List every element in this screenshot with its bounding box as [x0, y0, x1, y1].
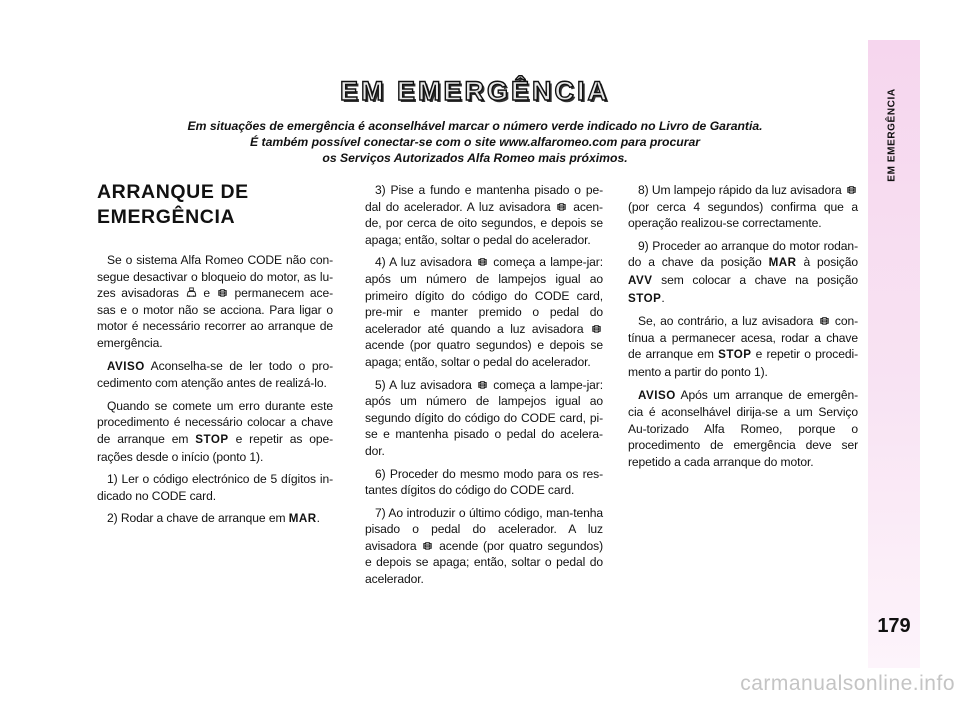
key-position-mar: MAR [288, 512, 317, 526]
key-position-stop: STOP [195, 432, 229, 446]
text-run: 3) Pise a fundo e mantenha pisado o pe-dal do acelerador. A luz avisadora [365, 183, 603, 214]
warning-label: AVISO [638, 388, 676, 402]
step-paragraph [365, 182, 603, 248]
page-subtitle [110, 118, 840, 166]
engine-warning-icon [846, 184, 857, 195]
engine-warning-icon [477, 256, 488, 267]
text-run: 7) Ao introduzir o último código, man-tenha pisado o pedal do acelerador. A luz avisadora [365, 505, 603, 553]
text-run: 2) Rodar a chave de arranque em [107, 511, 286, 526]
key-position-avv: AVV [628, 273, 653, 287]
text-run: Se, ao contrário, a luz avisadora [638, 314, 814, 329]
engine-warning-icon [591, 323, 602, 334]
text-run: Se o sistema Alfa Romeo CODE não con-segue desactivar o bloqueio do motor, as lu-zes avisadoras [97, 253, 333, 301]
text-column-1 [97, 180, 333, 534]
text-run: 4) A luz avisadora [375, 255, 472, 270]
text-run: começa a lampe-jar: após um número de lampejos igual ao primeiro dígito do código do CODE card, pre-mir e manter premido o pedal do acelerador até quando a luz avisadora [365, 255, 603, 336]
step-paragraph [97, 510, 333, 528]
text-run: 9) Proceder ao arranque do motor rodan-do a chave da posição [628, 238, 858, 270]
subtitle-line: os Serviços Autorizados Alfa Romeo mais próximos. [322, 151, 628, 165]
text-run: à posição [803, 255, 859, 270]
subtitle-line: Em situações de emergência é aconselhável marcar o número verde indicado no Livro de Garantia. [187, 119, 763, 133]
paragraph [628, 387, 858, 471]
text-run: . [316, 511, 320, 526]
paragraph [97, 358, 333, 392]
section-heading-line: ARRANQUE DE [97, 181, 249, 203]
text-run: Aconselha-se de ler todo o pro-cedimento com atenção antes de realizá-lo. [97, 358, 334, 391]
text-run: . [661, 290, 665, 305]
text-run: sem colocar a chave na posição [661, 272, 858, 287]
step-paragraph [365, 254, 603, 370]
text-run: (por cerca 4 segundos) confirma que a operação realizou-se correctamente. [628, 199, 858, 231]
key-position-mar: MAR [768, 256, 797, 270]
engine-warning-icon [819, 315, 830, 326]
text-run: acende (por quatro segundos) e depois se apaga; então, soltar o pedal do acelerador. [365, 338, 603, 369]
paragraph [97, 398, 333, 465]
subtitle-line: É também possível conectar-se com o site www.alfaromeo.com para procurar [250, 135, 700, 149]
warning-label: AVISO [107, 359, 145, 373]
engine-warning-icon [477, 379, 488, 390]
text-run: 8) Um lampejo rápido da luz avisadora [638, 183, 842, 197]
text-run: e [203, 286, 210, 301]
paragraph [628, 313, 858, 380]
text-run: permanecem ace-sas e o motor não se acciona. Para ligar o motor é necessário recorrer ao arranque de emergência. [97, 286, 334, 350]
section-heading [97, 180, 333, 230]
car-lock-warning-icon [186, 287, 197, 298]
watermark: carmanualsonline.info [740, 672, 955, 695]
text-run: acende (por quatro segundos) e depois se apaga; então, soltar o pedal do acelerador. [365, 538, 604, 587]
text-run: começa a lampe-jar: após um número de lampejos igual ao segundo dígito do código do CODE card, pi-se e mantenha pisado o pedal do acelera-dor. [365, 377, 603, 458]
text-column-2 [365, 182, 603, 594]
engine-warning-icon [217, 287, 228, 298]
step-paragraph: 1) Ler o código electrónico de 5 dígitos in-dicado no CODE card. [97, 472, 333, 503]
key-position-stop: STOP [718, 348, 752, 362]
text-run: e repetir o procedi-mento a partir do ponto 1). [628, 347, 859, 379]
text-column-3 [628, 182, 858, 477]
text-run: Quando se comete um erro durante este procedimento é necessário colocar a chave de arranque em [97, 398, 333, 446]
page-title: EM EMERGÊNCIA [339, 76, 611, 106]
step-paragraph [365, 505, 603, 588]
paragraph [97, 252, 333, 352]
engine-warning-icon [422, 540, 433, 551]
text-run: e repetir as ope-rações desde o início (ponto 1). [97, 431, 334, 464]
text-run: acen-de, por cerca de oito segundos, e depois se apaga; então, soltar o pedal do acelerador. [365, 199, 603, 247]
section-heading-line: EMERGÊNCIA [97, 206, 236, 228]
text-run: Após um arranque de emergên-cia é aconselhável dirija-se a um Serviço Au-torizado Alfa Romeo, porque o procedimento de emergência deve ser repetido a cada arranque do motor. [628, 387, 858, 469]
text-run: 5) A luz avisadora [375, 377, 472, 392]
text-run: con-tínua a permanecer acesa, rodar a chave de arranque em [628, 314, 859, 362]
key-position-stop: STOP [628, 291, 662, 305]
page-number: 179 [877, 615, 911, 637]
step-paragraph [628, 182, 858, 232]
step-paragraph [365, 377, 603, 460]
step-paragraph [628, 238, 858, 307]
engine-warning-icon [556, 201, 567, 212]
step-paragraph: 6) Proceder do mesmo modo para os res-tantes dígitos do código do CODE card. [365, 466, 603, 498]
side-section-label: EM EMERGÊNCIA [886, 88, 898, 182]
